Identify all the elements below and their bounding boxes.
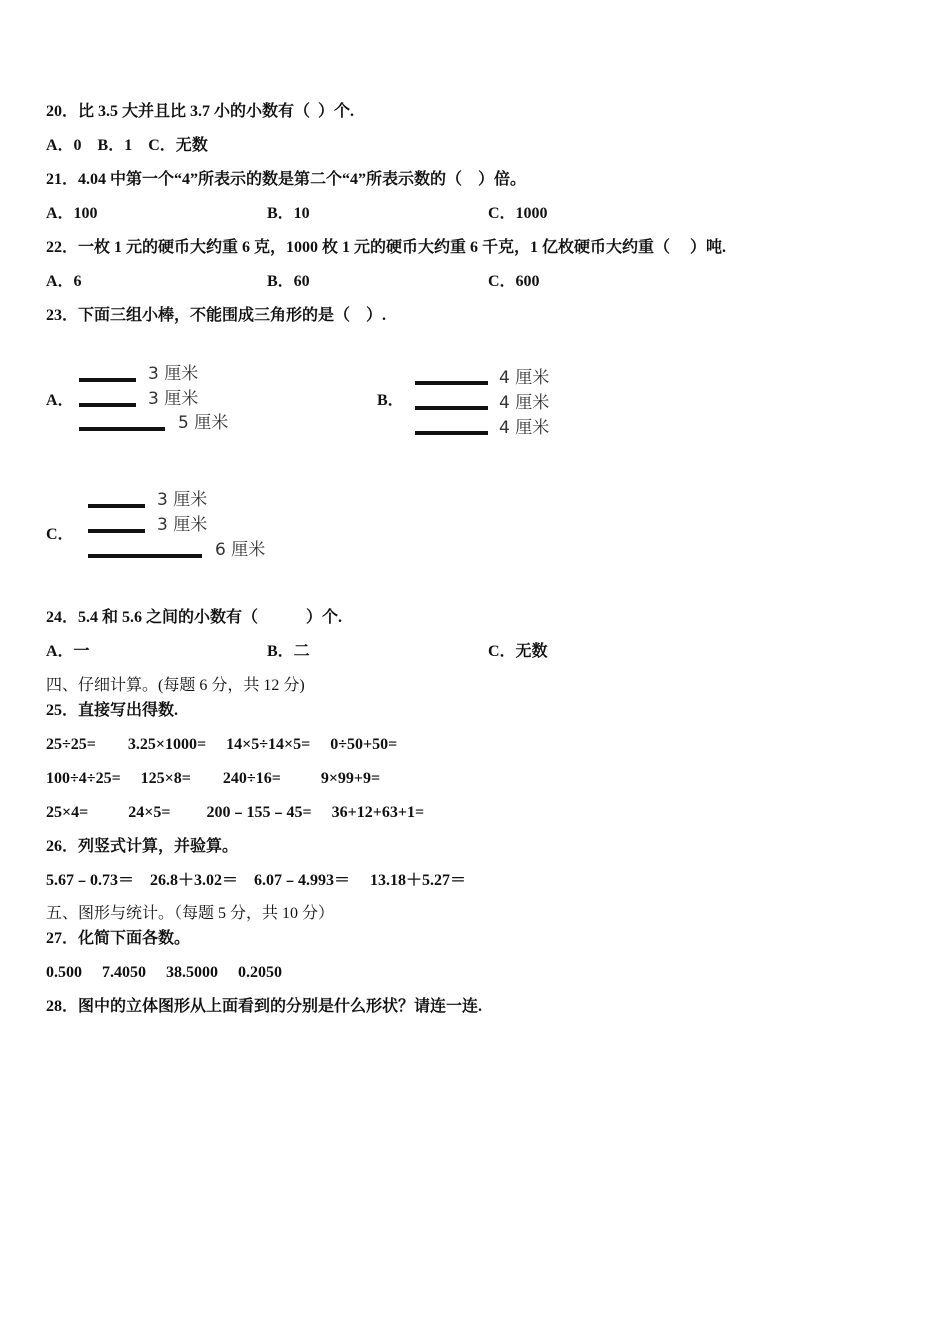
stick-b-1-label: 4 厘米 xyxy=(499,368,550,388)
section-5-title: 五、图形与统计。（每题 5 分，共 10 分） xyxy=(46,905,335,922)
q26-row: 5.67﹣0.73＝ 26.8＋3.02＝ 6.07﹣4.993＝ 13.18＋5.27＝ xyxy=(46,872,467,889)
q23-option-b-label: B． xyxy=(377,392,404,409)
stick-a-3 xyxy=(79,427,165,431)
stick-a-3-label: 5 厘米 xyxy=(178,413,229,433)
stick-a-1 xyxy=(79,378,136,382)
stick-c-2 xyxy=(88,529,145,533)
q27-stem: 27．化简下面各数。 xyxy=(46,930,191,947)
stick-a-1-label: 3 厘米 xyxy=(148,364,199,384)
stick-b-1 xyxy=(415,381,488,385)
q24-option-c: C．无数 xyxy=(488,643,548,660)
q25-stem: 25．直接写出得数. xyxy=(46,702,179,719)
q27-row: 0.500 7.4050 38.5000 0.2050 xyxy=(46,964,282,981)
stick-b-2 xyxy=(415,406,488,410)
q21-stem: 21．4.04 中第一个“4”所表示的数是第二个“4”所表示数的（ ）倍。 xyxy=(46,171,527,188)
q22-option-c: C．600 xyxy=(488,273,540,290)
q26-stem: 26．列竖式计算，并验算。 xyxy=(46,838,239,855)
stick-c-3 xyxy=(88,554,202,558)
section-4-title: 四、仔细计算。(每题 6 分，共 12 分) xyxy=(46,677,305,694)
stick-c-3-label: 6 厘米 xyxy=(215,540,266,560)
stick-b-3-label: 4 厘米 xyxy=(499,418,550,438)
stick-c-1 xyxy=(88,504,145,508)
q20-options: A．0 B．1 C．无数 xyxy=(46,137,208,154)
q25-row-2: 100÷4÷25= 125×8= 240÷16= 9×99+9= xyxy=(46,770,381,787)
q23-option-c-label: C． xyxy=(46,526,74,543)
q24-option-b: B．二 xyxy=(267,643,310,660)
q23-option-a-label: A． xyxy=(46,392,74,409)
stick-b-2-label: 4 厘米 xyxy=(499,393,550,413)
q28-stem: 28．图中的立体图形从上面看到的分别是什么形状？请连一连. xyxy=(46,998,483,1015)
q24-stem: 24．5.4 和 5.6 之间的小数有（ ）个. xyxy=(46,609,343,626)
q22-stem: 22．一枚 1 元的硬币大约重 6 克，1000 枚 1 元的硬币大约重 6 千克，1 亿枚硬币大约重（ ）吨. xyxy=(46,239,727,256)
q22-option-b: B．60 xyxy=(267,273,310,290)
q21-option-c: C．1000 xyxy=(488,205,548,222)
stick-a-2-label: 3 厘米 xyxy=(148,389,199,409)
q22-option-a: A．6 xyxy=(46,273,82,290)
stick-b-3 xyxy=(415,431,488,435)
q23-stem: 23．下面三组小棒，不能围成三角形的是（ ）. xyxy=(46,307,387,324)
q24-option-a: A．一 xyxy=(46,643,90,660)
stick-c-2-label: 3 厘米 xyxy=(157,515,208,535)
q25-row-1: 25÷25= 3.25×1000= 14×5÷14×5= 0÷50+50= xyxy=(46,736,398,753)
q21-option-a: A．100 xyxy=(46,205,98,222)
q25-row-3: 25×4= 24×5= 200﹣155﹣45= 36+12+63+1= xyxy=(46,804,425,821)
q21-option-b: B．10 xyxy=(267,205,310,222)
q20-stem: 20．比 3.5 大并且比 3.7 小的小数有（ ）个. xyxy=(46,103,355,120)
stick-c-1-label: 3 厘米 xyxy=(157,490,208,510)
stick-a-2 xyxy=(79,403,136,407)
